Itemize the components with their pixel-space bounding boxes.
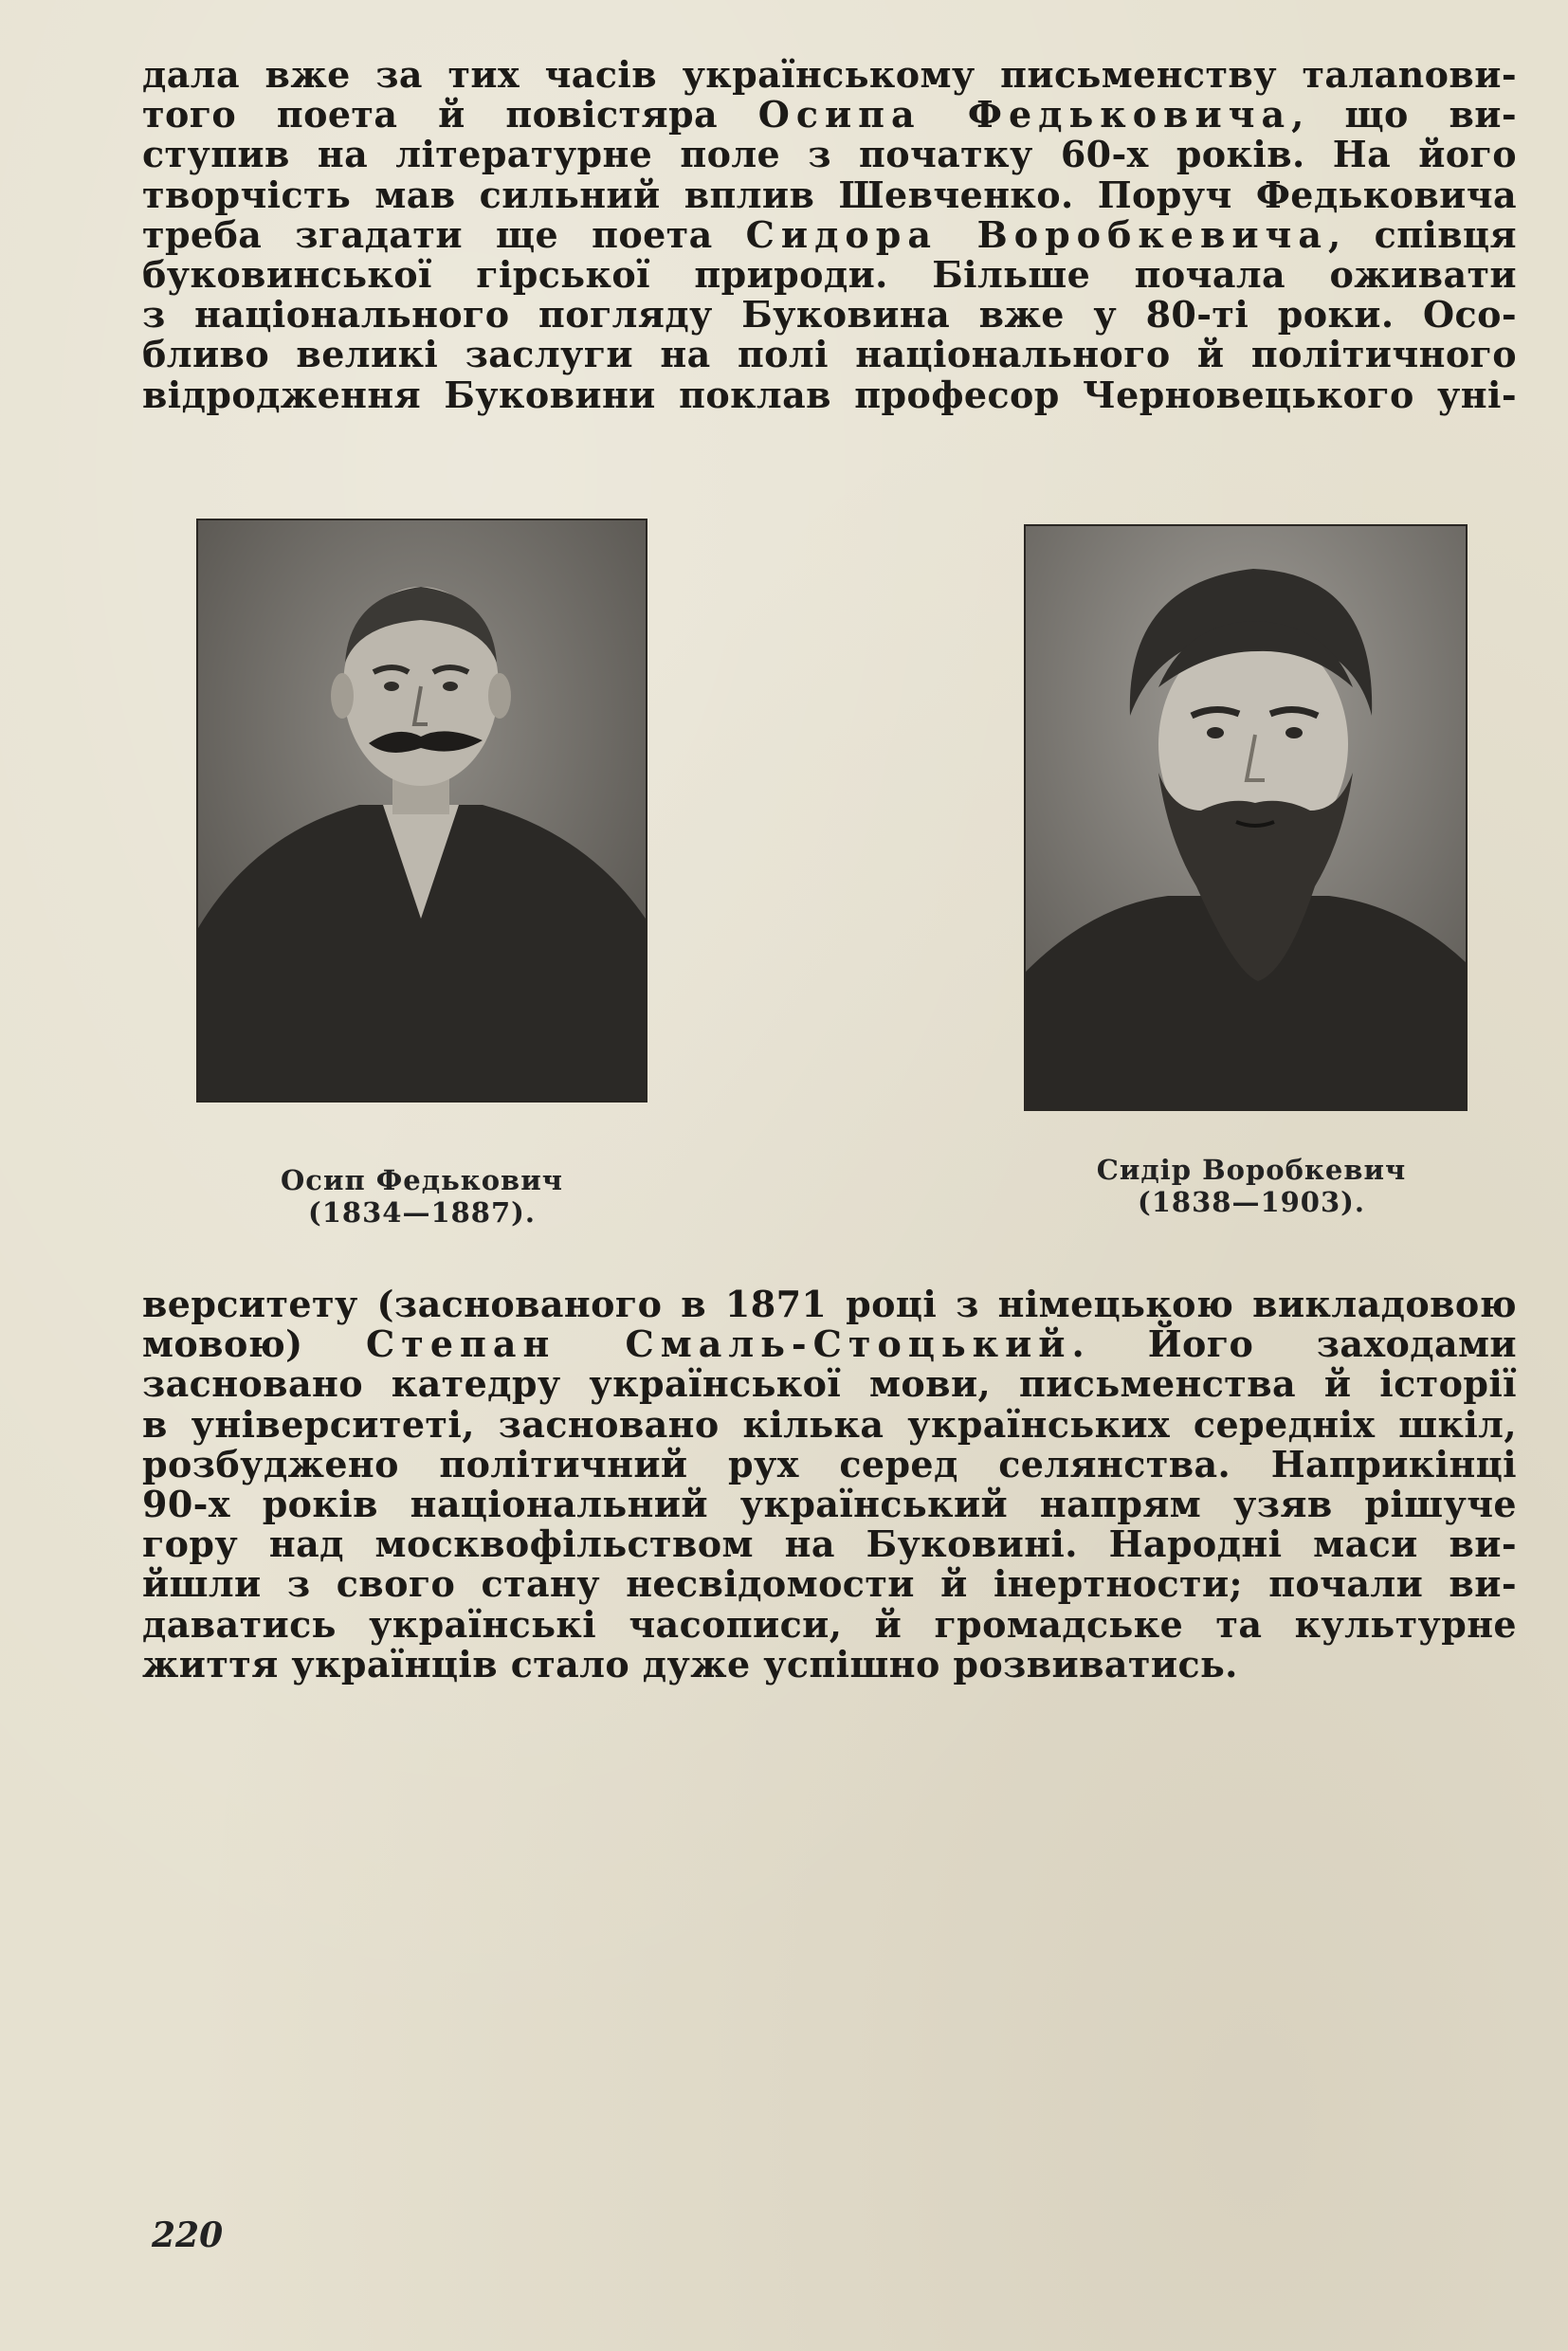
text-segment: треба згадати ще поета	[142, 212, 746, 256]
text-line: буковинської гірської природи. Більше почала оживати	[142, 253, 1517, 297]
caption-vorobkevych	[1043, 1154, 1460, 1218]
caption-years: (1834—1887).	[308, 1196, 536, 1229]
text-segment: , співця	[1327, 212, 1517, 256]
text-segment: того поета й повістяра	[142, 93, 758, 137]
paragraph-bottom	[142, 1285, 1517, 1685]
person-name-vorobkevych: Сидора Воробкевича	[745, 212, 1328, 256]
portrait-vorobkevych	[1024, 524, 1468, 1111]
text-line: творчість мав сильний вплив Шевченко. Поруч Федьковича	[142, 173, 1517, 216]
text-line: відродження Буковини поклав професор Черновецького уні-	[142, 373, 1517, 416]
text-line: з національного погляду Буковина вже у 80-ті роки. Осо-	[142, 293, 1517, 337]
person-name-fedkovych: Осипа Федьковича	[757, 93, 1292, 137]
text-segment: , що ви-	[1291, 93, 1518, 137]
text-line: засновано катедру української мови, письменства й історії	[142, 1362, 1517, 1406]
text-line: бливо великі заслуги на полі національного й політичного	[142, 333, 1517, 376]
text-line	[142, 212, 1517, 256]
text-line	[142, 1324, 1517, 1364]
text-line: ступив на літературне поле з початку 60-х років. На його	[142, 133, 1517, 176]
text-line: гору над москвофільством на Буковині. Народні маси ви-	[142, 1522, 1517, 1566]
page-number: 220	[152, 2215, 224, 2255]
portrait-fedkovych-image	[198, 520, 646, 1101]
text-line: в університеті, засновано кілька українських середніх шкіл,	[142, 1402, 1517, 1446]
caption-name: Осип Федькович	[281, 1164, 563, 1196]
text-line: розбуджено політичний рух серед селянства. Наприкінці	[142, 1442, 1517, 1485]
text-line: верситету (заснованого в 1871 році з німецькою викладовою	[142, 1283, 1517, 1325]
caption-name: Сидір Воробкевич	[1096, 1154, 1407, 1186]
person-name-smal-stotskyi: Степан Смаль-Стоцький	[366, 1322, 1072, 1366]
text-segment: мовою)	[142, 1322, 367, 1366]
text-line: даватись українські часописи, й громадське та культурне	[142, 1602, 1517, 1646]
portrait-vorobkevych-image	[1026, 526, 1466, 1109]
text-line: йшли з свого стану несвідомости й інертности; почали ви-	[142, 1562, 1517, 1606]
text-segment: . Його заходами	[1071, 1322, 1517, 1366]
caption-years: (1838—1903).	[1138, 1186, 1365, 1218]
text-line	[142, 95, 1517, 135]
text-line: життя українців стало дуже успішно розвиватись.	[142, 1642, 1238, 1686]
paragraph-top	[142, 55, 1517, 415]
portrait-fedkovych	[196, 519, 647, 1103]
text-line: 90-х років національний український напрям узяв рішуче	[142, 1483, 1517, 1526]
caption-fedkovych	[223, 1164, 621, 1229]
text-line: дала вже за тих часів українському письменству талanови-	[142, 53, 1517, 96]
